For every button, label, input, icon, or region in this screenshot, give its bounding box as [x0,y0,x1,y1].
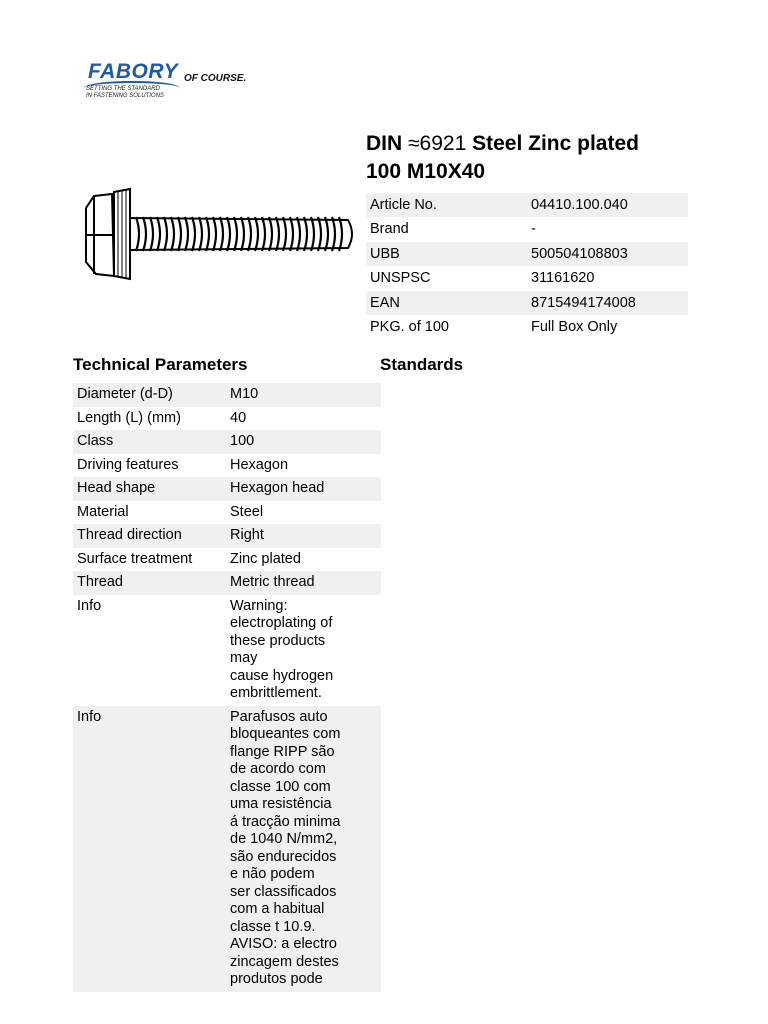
product-title [366,130,706,186]
tech-value: Zinc plated [230,550,301,567]
info-key: UBB [370,245,400,262]
tech-key: Thread [77,574,123,590]
tech-value: 100 [230,433,255,449]
info-value: - [531,221,536,238]
tech-key: Driving features [77,456,179,473]
title-line2: 100 M10X40 [366,160,486,183]
info-value: Full Box Only [531,318,618,335]
tech-value: 40 [230,409,247,426]
logo-tagline-1: SETTING THE STANDARD [86,86,160,92]
tech-value: Hexagon [230,456,289,473]
tech-key: Info [77,708,102,725]
tech-value: Right [230,527,264,543]
tech-key: Head shape [77,480,156,496]
standards-heading: Standards [380,355,464,374]
tech-key: Length (L) (mm) [77,409,181,426]
info-row [366,315,688,339]
tech-value: M10 [230,386,259,402]
flange-bolt-illustration-icon [80,186,360,282]
info-value: 31161620 [531,270,595,287]
tech-key: Thread direction [77,527,182,543]
tech-key: Material [77,503,129,520]
info-key: Brand [370,221,409,238]
info-row [366,217,688,241]
info-key: EAN [370,294,400,311]
logo-slogan: OF COURSE. [184,73,247,84]
tech-row [73,571,381,595]
info-key: Article No. [370,197,437,213]
technical-parameters-table [73,383,381,992]
tech-value: Parafusos auto bloqueantes com flange RIPP são de acordo com classe 100 com uma resistência á tracção minima de 1040 N/mm2, são endurecidos e não podem ser classificados com a habitual classe t 10.9. AVISO: a electro zincagem destes produtos pode [230,708,341,987]
tech-row [73,501,381,525]
info-value: 04410.100.040 [531,197,628,213]
fabory-logo [84,60,254,105]
article-info-table [366,193,688,339]
tech-row [73,706,381,992]
technical-parameters-heading: Technical Parameters [73,355,248,374]
tech-row [73,477,381,501]
tech-row [73,407,381,431]
tech-row [73,548,381,572]
tech-key: Surface treatment [77,550,193,567]
title-rest: Steel Zinc plated [466,132,639,155]
info-row [366,242,688,266]
info-value: 8715494174008 [531,294,636,311]
title-prefix: DIN [366,132,408,155]
title-number: ≈6921 [408,132,467,155]
tech-value: Metric thread [230,574,315,590]
info-row [366,266,688,290]
info-key: PKG. of 100 [370,318,449,335]
info-row [366,291,688,315]
tech-value: Hexagon head [230,480,325,496]
info-value: 500504108803 [531,245,628,262]
info-row [366,193,688,217]
tech-row [73,383,381,407]
tech-key: Info [77,597,102,614]
tech-key: Class [77,433,114,449]
tech-value: Steel [230,503,264,520]
tech-row [73,454,381,478]
logo-brand: FABORY [88,60,179,83]
tech-key: Diameter (d-D) [77,386,173,402]
tech-row [73,430,381,454]
logo-tagline [86,86,164,100]
tech-value: Warning: electroplating of these products may cause hydrogen embrittlement. [230,597,334,701]
tech-row [73,595,381,706]
logo-tagline-2: IN FASTENING SOLUTIONS [86,93,164,99]
info-key: UNSPSC [370,270,431,287]
tech-row [73,524,381,548]
